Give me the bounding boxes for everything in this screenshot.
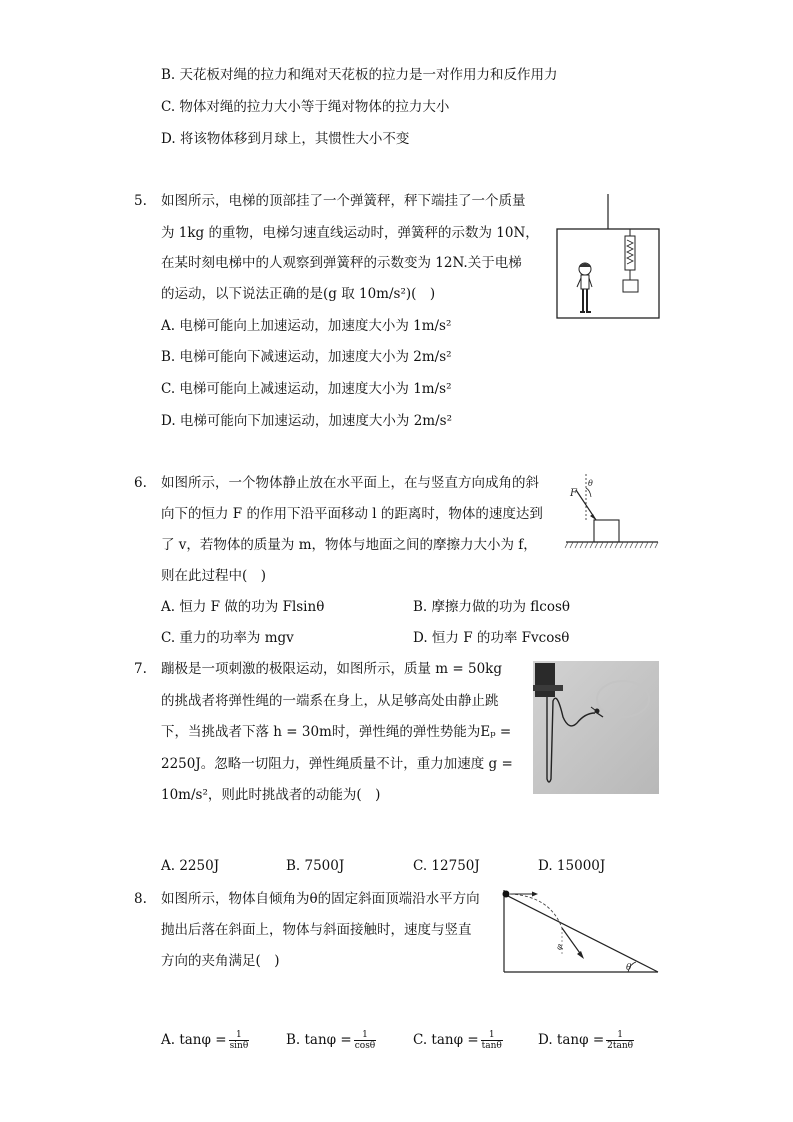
q5-stem-line-3: 在某时刻电梯中的人观察到弹簧秤的示数变为 12N.关于电梯	[161, 255, 522, 271]
q8-option-a-denominator: sinθ	[229, 1041, 249, 1051]
q5-option-d: D. 电梯可能向下加速运动，加速度大小为 2m/s²	[161, 413, 452, 429]
q5-stem-line-2: 为 1kg 的重物，电梯匀速直线运动时，弹簧秤的示数为 10N，	[161, 225, 539, 241]
projectile-ball	[503, 891, 510, 898]
q6-option-b: B. 摩擦力做的功为 flcosθ	[413, 599, 571, 615]
q4-option-b: B. 天花板对绳的拉力和绳对天花板的拉力是一对作用力和反作用力	[161, 67, 558, 83]
q8-option-b	[286, 1030, 376, 1051]
elevator-car	[557, 229, 659, 318]
q7-stem-line-3: 下，当挑战者下落 h = 30m时，弹性绳的弹性势能为Eₚ =	[161, 724, 512, 740]
q8-option-d-prefix: D. tanφ =	[538, 1032, 605, 1048]
q8-option-d-numerator: 1	[617, 1030, 623, 1040]
q8-option-a-prefix: A. tanφ =	[161, 1032, 227, 1048]
q8-option-c-prefix: C. tanφ =	[413, 1032, 479, 1048]
q7-option-a: A. 2250J	[161, 858, 220, 874]
q5-option-a: A. 电梯可能向上加速运动，加速度大小为 1m/s²	[161, 318, 452, 334]
q8-option-d-fraction	[606, 1030, 634, 1051]
q6-option-d: D. 恒力 F 的功率 Fvcosθ	[413, 630, 570, 646]
q8-option-b-denominator: cosθ	[354, 1041, 376, 1051]
q6-number: 6.	[134, 475, 147, 491]
trajectory	[510, 894, 562, 928]
q8-option-d-denominator: 2tanθ	[607, 1041, 634, 1051]
incline-surface	[504, 894, 658, 972]
q6-stem-line-4: 则在此过程中( )	[161, 568, 267, 584]
q7-option-b: B. 7500J	[286, 858, 345, 874]
q8-option-c-denominator: tanθ	[481, 1041, 502, 1051]
q5-stem-line-1: 如图所示，电梯的顶部挂了一个弹簧秤，秤下端挂了一个质量	[161, 193, 526, 209]
q8-option-b-prefix: B. tanφ =	[286, 1032, 352, 1048]
ground-hatching	[565, 542, 658, 548]
angle-phi-label: φ	[553, 942, 565, 952]
q8-option-b-numerator: 1	[362, 1030, 368, 1040]
q6-stem-line-1: 如图所示，一个物体静止放在水平面上，在与竖直方向成角的斜	[161, 475, 539, 491]
force-block-figure	[564, 472, 660, 554]
q7-option-d: D. 15000J	[538, 858, 606, 874]
incline-angle-label: θ	[626, 963, 632, 973]
jumper	[595, 709, 600, 714]
hanging-weight	[623, 280, 638, 292]
q7-stem-line-4: 2250J。忽略一切阻力，弹性绳质量不计，重力加速度 g =	[161, 756, 513, 772]
q8-option-b-fraction	[354, 1030, 377, 1051]
q8-option-c-fraction	[481, 1030, 503, 1051]
q8-option-c-numerator: 1	[488, 1030, 495, 1040]
q5-stem-line-4: 的运动，以下说法正确的是(g 取 10m/s²)( )	[161, 286, 436, 302]
q8-option-a-numerator: 1	[236, 1030, 242, 1040]
q7-number: 7.	[134, 661, 147, 677]
q8-option-d	[538, 1030, 634, 1051]
q6-option-a: A. 恒力 F 做的功为 Flsinθ	[161, 599, 325, 615]
incline-projectile-figure	[500, 884, 662, 976]
q5-option-c: C. 电梯可能向上减速运动，加速度大小为 1m/s²	[161, 381, 452, 397]
force-label: F	[570, 488, 577, 499]
q4-option-c: C. 物体对绳的拉力大小等于绳对物体的拉力大小	[161, 99, 450, 115]
q5-option-b: B. 电梯可能向下减速运动，加速度大小为 2m/s²	[161, 349, 452, 365]
q6-option-c: C. 重力的功率为 mgv	[161, 630, 294, 646]
q7-option-c: C. 12750J	[413, 858, 480, 874]
q7-stem-line-2: 的挑战者将弹性绳的一端系在身上，从足够高处由静止跳	[161, 693, 499, 709]
q4-option-d: D. 将该物体移到月球上，其惯性大小不变	[161, 131, 410, 147]
person-figure	[577, 263, 592, 312]
q8-option-a	[161, 1030, 249, 1051]
q8-stem-line-3: 方向的夹角满足( )	[161, 953, 280, 969]
q8-stem-line-1: 如图所示，物体自倾角为θ的固定斜面顶端沿水平方向	[161, 891, 480, 907]
block	[594, 520, 619, 542]
q8-stem-line-2: 抛出后落在斜面上，物体与斜面接触时，速度与竖直	[161, 922, 472, 938]
q5-number: 5.	[134, 193, 147, 209]
q6-stem-line-2: 向下的恒力 F 的作用下沿平面移动 l 的距离时，物体的速度达到	[161, 506, 543, 522]
q6-stem-line-3: 了 v，若物体的质量为 m，物体与地面之间的摩擦力大小为 f，	[161, 537, 537, 553]
spring-scale	[623, 229, 638, 292]
q8-option-c	[413, 1030, 503, 1051]
elevator-figure	[554, 192, 662, 320]
q7-stem-line-5: 10m/s²，则此时挑战者的动能为( )	[161, 787, 381, 803]
angle-theta-label: θ	[588, 479, 593, 488]
jump-platform	[535, 663, 555, 697]
q7-stem-line-1: 蹦极是一项刺激的极限运动，如图所示，质量 m = 50kg	[161, 661, 502, 677]
q8-option-a-fraction	[229, 1030, 250, 1051]
q8-number: 8.	[134, 891, 147, 907]
bungee-photo	[533, 661, 659, 794]
